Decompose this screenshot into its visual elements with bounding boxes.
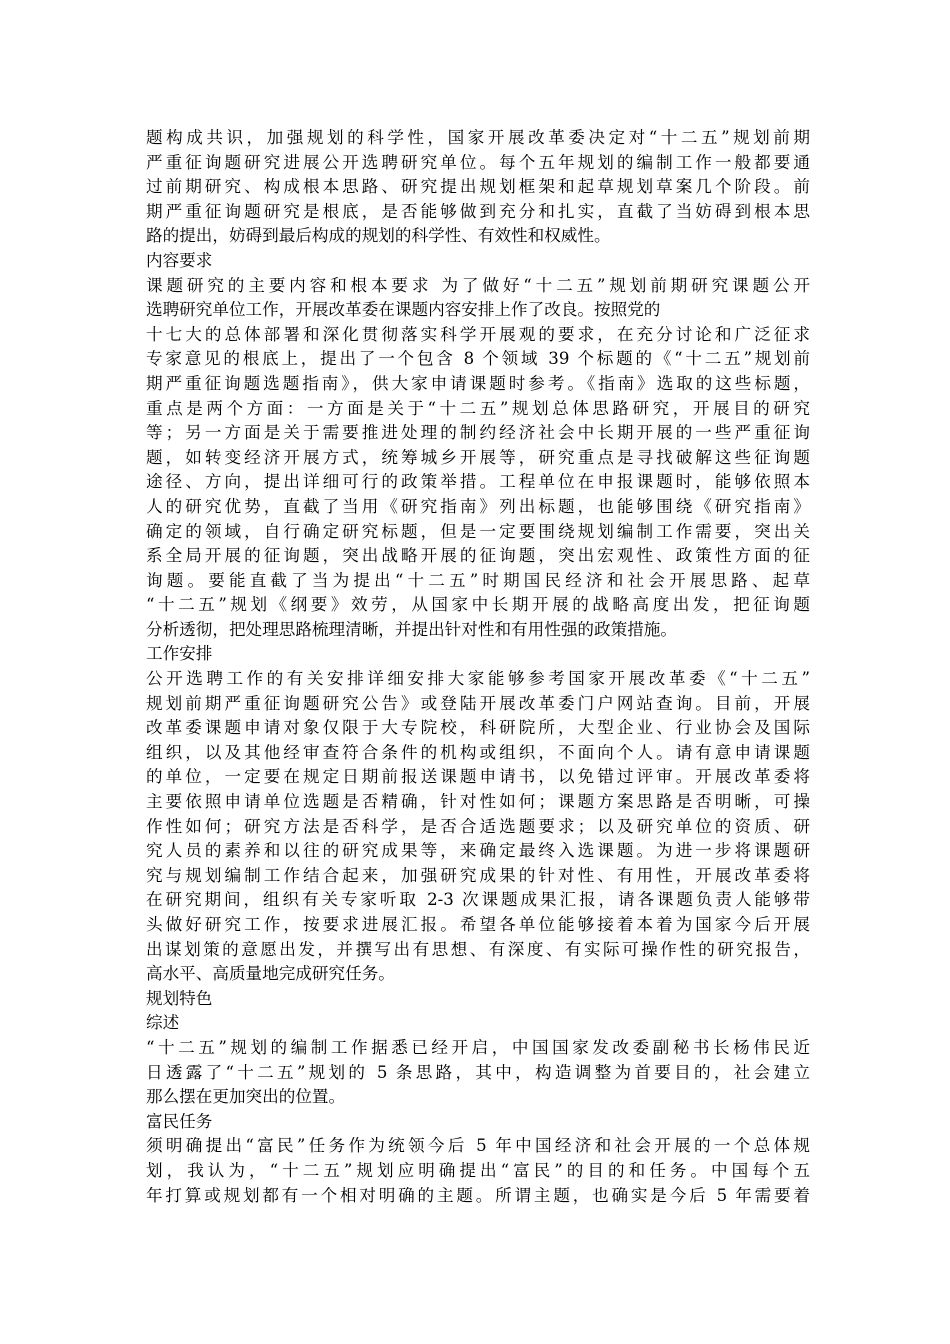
text-line: 严重征询题研究进展公开选聘研究单位。每个五年规划的编制工作一般都要通: [146, 152, 810, 172]
text-line: 十七大的总体部署和深化贯彻落实科学开展观的要求，在充分讨论和广泛征求: [146, 324, 810, 344]
section-heading: 工作安排: [146, 644, 213, 664]
text-line: “十二五”规划《纲要》效劳，从国家中长期开展的战略高度出发，把征询题: [146, 595, 810, 615]
text-line: 系全局开展的征询题，突出战略开展的征询题，突出宏观性、政策性方面的征: [146, 546, 810, 566]
text-line: 规划前期严重征询题研究公告》或登陆开展改革委门户网站查询。目前，开展: [146, 693, 810, 713]
text-line: 重点是两个方面：一方面是关于“十二五”规划总体思路研究，开展目的研究: [146, 398, 810, 418]
text-line: 组织，以及其他经审查符合条件的机构或组织，不面向个人。请有意申请课题: [146, 742, 810, 762]
text-line: 在研究期间，组织有关专家听取 2-3 次课题成果汇报，请各课题负责人能够带: [146, 890, 810, 910]
text-line: 改革委课题申请对象仅限于大专院校，科研院所，大型企业、行业协会及国际: [146, 718, 810, 738]
text-line: 询题。要能直截了当为提出“十二五”时期国民经济和社会开展思路、起草: [146, 570, 810, 590]
section-heading: 规划特色: [146, 988, 213, 1008]
text-line: “十二五”规划的编制工作据悉已经开启，中国国家发改委副秘书长杨伟民近: [146, 1037, 810, 1057]
paragraph: [146, 667, 810, 987]
text-line: 期严重征询题研究是根底，是否能够做到充分和扎实，直截了当妨碍到根本思: [146, 201, 810, 221]
text-line: 题，如转变经济开展方式，统筹城乡开展等，研究重点是寻找破解这些征询题: [146, 447, 810, 467]
text-line: 高水平、高质量地完成研究任务。: [146, 964, 395, 984]
text-line: 须明确提出“富民”任务作为统领今后 5 年中国经济和社会开展的一个总体规: [146, 1136, 810, 1156]
paragraph: [146, 1036, 810, 1110]
text-line: 选聘研究单位工作，开展改革委在课题内容安排上作了改良。按照党的: [146, 300, 661, 320]
text-line: 划，我认为，“十二五”规划应明确提出“富民”的目的和任务。中国每个五: [146, 1160, 810, 1180]
paragraph: [146, 323, 810, 643]
text-line: 专家意见的根底上，提出了一个包含 8 个领域 39 个标题的《“十二五”规划前: [146, 349, 810, 369]
text-line: 究人员的素养和以往的研究成果等，来确定最终入选课题。为进一步将课题研: [146, 841, 810, 861]
text-line: 题构成共识，加强规划的科学性，国家开展改革委决定对“十二五”规划前期: [146, 128, 810, 147]
section-heading: 综述: [146, 1013, 180, 1033]
text-line: 课题研究的主要内容和根本要求 为了做好“十二五”规划前期研究课题公开: [146, 275, 810, 295]
text-line: 公开选聘工作的有关安排详细安排大家能够参考国家开展改革委《“十二五”: [146, 669, 810, 689]
text-line: 头做好研究工作，按要求进展汇报。希望各单位能够接着本着为国家今后开展: [146, 915, 810, 934]
text-line: 作性如何；研究方法是否科学，是否合适选题要求；以及研究单位的资质、研: [146, 816, 810, 836]
text-line: 究与规划编制工作结合起来，加强研究成果的针对性、有用性，开展改革委将: [146, 865, 810, 885]
paragraph: [146, 1134, 810, 1208]
text-line: 分析透彻，把处理思路梳理清晰，并提出针对性和有用性强的政策措施。: [146, 619, 677, 639]
text-line: 出谋划策的意愿出发，并撰写出有思想、有深度、有实际可操作性的研究报告，: [146, 939, 810, 959]
section-heading: 富民任务: [146, 1111, 213, 1131]
document-body: [146, 126, 810, 1208]
text-line: 的单位，一定要在规定日期前报送课题申请书，以免错过评审。开展改革委将: [146, 767, 810, 787]
text-line: 路的提出，妨碍到最后构成的规划的科学性、有效性和权威性。: [146, 226, 611, 246]
text-line: 日透露了“十二五”规划的 5 条思路，其中，构造调整为首要目的，社会建立: [146, 1062, 810, 1082]
text-line: 期严重征询题选题指南》，供大家申请课题时参考。《指南》选取的这些标题，: [146, 373, 810, 393]
paragraph: [146, 126, 810, 249]
paragraph: [146, 274, 810, 323]
text-line: 人的研究优势，直截了当用《研究指南》列出标题，也能够围绕《研究指南》: [146, 496, 810, 516]
text-line: 途径、方向，提出详细可行的政策举措。工程单位在申报课题时，能够依照本: [146, 472, 810, 492]
text-line: 等；另一方面是关于需要推进处理的制约经济社会中长期开展的一些严重征询: [146, 423, 810, 443]
text-line: 主要依照申请单位选题是否精确，针对性如何；课题方案思路是否明晰，可操: [146, 792, 810, 812]
text-line: 年打算或规划都有一个相对明确的主题。所谓主题，也确实是今后 5 年需要着: [146, 1185, 810, 1205]
text-line: 那么摆在更加突出的位置。: [146, 1087, 346, 1107]
text-line: 过前期研究、构成根本思路、研究提出规划框架和起草规划草案几个阶段。前: [146, 177, 810, 197]
section-heading: 内容要求: [146, 250, 213, 270]
text-line: 确定的领域，自行确定研究标题，但是一定要围绕规划编制工作需要，突出关: [146, 521, 810, 541]
